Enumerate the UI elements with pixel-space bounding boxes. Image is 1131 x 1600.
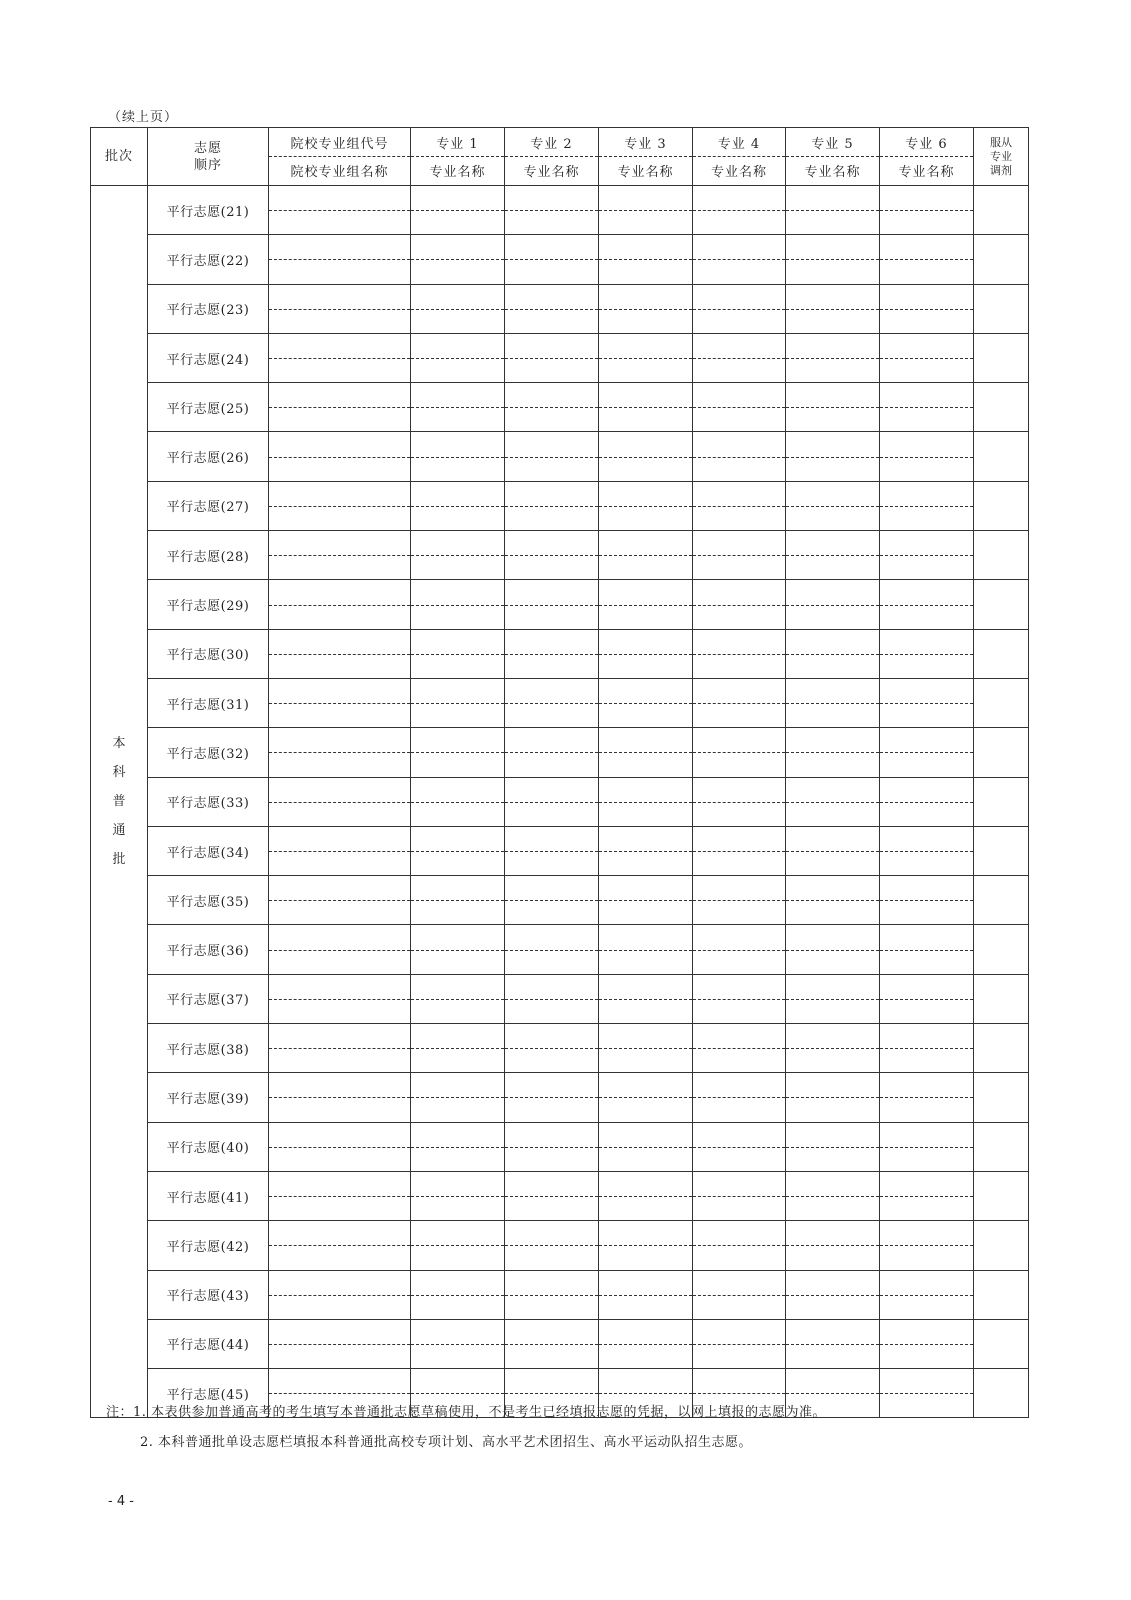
group-entry-cell[interactable] (269, 1171, 411, 1220)
group-entry-cell[interactable] (269, 235, 411, 284)
major-entry-cell[interactable] (505, 1024, 599, 1073)
volunteer-order-label: 平行志愿(39) (148, 1073, 269, 1122)
major-entry-cell[interactable] (411, 1171, 505, 1220)
group-entry-cell[interactable] (269, 678, 411, 727)
major-entry-cell[interactable] (411, 235, 505, 284)
major-entry-cell[interactable] (786, 1319, 880, 1368)
major-entry-cell[interactable] (505, 925, 599, 974)
table-row (91, 284, 1029, 333)
header-group (269, 128, 411, 186)
table-row (91, 186, 1029, 235)
major-entry-cell[interactable] (599, 186, 693, 235)
adjust-entry-cell[interactable] (974, 777, 1029, 826)
major-entry-cell[interactable] (880, 481, 974, 530)
major-entry-cell[interactable] (599, 1221, 693, 1270)
adjust-entry-cell[interactable] (974, 728, 1029, 777)
major-entry-cell[interactable] (693, 1319, 786, 1368)
major-entry-cell[interactable] (786, 531, 880, 580)
major-entry-cell[interactable] (411, 1073, 505, 1122)
volunteer-order-label: 平行志愿(25) (148, 383, 269, 432)
major-entry-cell[interactable] (411, 629, 505, 678)
major-entry-cell[interactable] (880, 333, 974, 382)
major-entry-cell[interactable] (880, 531, 974, 580)
volunteer-order-label: 平行志愿(27) (148, 481, 269, 530)
major-entry-cell[interactable] (786, 728, 880, 777)
major-entry-cell[interactable] (599, 284, 693, 333)
volunteer-order-label: 平行志愿(29) (148, 580, 269, 629)
table-row (91, 678, 1029, 727)
adjust-entry-cell[interactable] (974, 235, 1029, 284)
adjust-entry-cell[interactable] (974, 531, 1029, 580)
major-entry-cell[interactable] (411, 333, 505, 382)
major-entry-cell[interactable] (599, 481, 693, 530)
major-entry-cell[interactable] (599, 629, 693, 678)
major-entry-cell[interactable] (599, 777, 693, 826)
major-entry-cell[interactable] (693, 1171, 786, 1220)
major-entry-cell[interactable] (599, 531, 693, 580)
volunteer-order-label: 平行志愿(24) (148, 333, 269, 382)
table-row (91, 728, 1029, 777)
major-entry-cell[interactable] (880, 1122, 974, 1171)
volunteer-order-label: 平行志愿(33) (148, 777, 269, 826)
group-entry-cell[interactable] (269, 481, 411, 530)
major-entry-cell[interactable] (505, 580, 599, 629)
major-entry-cell[interactable] (786, 974, 880, 1023)
header-group-code: 院校专业组代号 (269, 129, 410, 158)
major-entry-cell[interactable] (786, 481, 880, 530)
major-entry-cell[interactable] (599, 333, 693, 382)
adjust-entry-cell[interactable] (974, 876, 1029, 925)
adjust-entry-cell[interactable] (974, 1270, 1029, 1319)
adjust-entry-cell[interactable] (974, 925, 1029, 974)
header-adjust: 服从 专业 调剂 (974, 128, 1029, 186)
major-entry-cell[interactable] (786, 826, 880, 875)
major-entry-cell[interactable] (411, 186, 505, 235)
volunteer-order-label: 平行志愿(21) (148, 186, 269, 235)
volunteer-order-label: 平行志愿(30) (148, 629, 269, 678)
batch-name-cell (91, 186, 148, 1418)
major-entry-cell[interactable] (880, 1221, 974, 1270)
note-1: 注：1. 本表供参加普通高考的考生填写本普通批志愿草稿使用，不是考生已经填报志愿的凭据，以网上填报的志愿为准。 (106, 1405, 827, 1420)
group-entry-cell[interactable] (269, 1270, 411, 1319)
major-entry-cell[interactable] (880, 383, 974, 432)
major-entry-cell[interactable] (411, 481, 505, 530)
major-entry-cell[interactable] (693, 974, 786, 1023)
table-row (91, 531, 1029, 580)
major-entry-cell[interactable] (599, 826, 693, 875)
major-entry-cell[interactable] (505, 235, 599, 284)
major-entry-cell[interactable] (411, 728, 505, 777)
volunteer-form-table (90, 127, 1029, 1418)
major-entry-cell[interactable] (786, 876, 880, 925)
group-entry-cell[interactable] (269, 974, 411, 1023)
table-row (91, 481, 1029, 530)
major-entry-cell[interactable] (693, 876, 786, 925)
major-entry-cell[interactable] (693, 432, 786, 481)
major-entry-cell[interactable] (880, 777, 974, 826)
major-entry-cell[interactable] (880, 974, 974, 1023)
major-entry-cell[interactable] (786, 186, 880, 235)
major-entry-cell[interactable] (786, 1171, 880, 1220)
major-entry-cell[interactable] (880, 678, 974, 727)
major-entry-cell[interactable] (786, 1221, 880, 1270)
adjust-entry-cell[interactable] (974, 974, 1029, 1023)
table-row (91, 235, 1029, 284)
major-entry-cell[interactable] (505, 1073, 599, 1122)
table-row (91, 974, 1029, 1023)
major-entry-cell[interactable] (786, 777, 880, 826)
header-major-4: 专业 4 专业名称 (693, 128, 786, 186)
batch-name-char: 批 (112, 852, 126, 868)
volunteer-order-label: 平行志愿(37) (148, 974, 269, 1023)
table-row (91, 1171, 1029, 1220)
major-entry-cell[interactable] (599, 1122, 693, 1171)
group-entry-cell[interactable] (269, 186, 411, 235)
major-entry-cell[interactable] (786, 432, 880, 481)
major-entry-cell[interactable] (880, 1024, 974, 1073)
major-entry-cell[interactable] (786, 678, 880, 727)
volunteer-order-label: 平行志愿(34) (148, 826, 269, 875)
table-row (91, 1221, 1029, 1270)
major-entry-cell[interactable] (505, 876, 599, 925)
major-entry-cell[interactable] (505, 629, 599, 678)
major-entry-cell[interactable] (411, 1319, 505, 1368)
adjust-entry-cell[interactable] (974, 1369, 1029, 1418)
major-entry-cell[interactable] (693, 333, 786, 382)
volunteer-order-label: 平行志愿(44) (148, 1319, 269, 1368)
volunteer-order-label: 平行志愿(38) (148, 1024, 269, 1073)
major-entry-cell[interactable] (505, 1319, 599, 1368)
continued-label: （续上页） (108, 110, 179, 125)
header-major-3: 专业 3 专业名称 (599, 128, 693, 186)
major-entry-cell[interactable] (411, 432, 505, 481)
group-entry-cell[interactable] (269, 629, 411, 678)
major-entry-cell[interactable] (505, 432, 599, 481)
group-entry-cell[interactable] (269, 826, 411, 875)
major-entry-cell[interactable] (786, 333, 880, 382)
major-entry-cell[interactable] (505, 481, 599, 530)
volunteer-order-label: 平行志愿(22) (148, 235, 269, 284)
volunteer-order-label: 平行志愿(28) (148, 531, 269, 580)
volunteer-order-label: 平行志愿(45) (148, 1369, 269, 1418)
header-row (91, 128, 1029, 186)
major-entry-cell[interactable] (599, 1073, 693, 1122)
major-entry-cell[interactable] (693, 1270, 786, 1319)
group-entry-cell[interactable] (269, 432, 411, 481)
major-entry-cell[interactable] (599, 1319, 693, 1368)
adjust-entry-cell[interactable] (974, 629, 1029, 678)
major-entry-cell[interactable] (880, 1073, 974, 1122)
major-entry-cell[interactable] (880, 826, 974, 875)
major-entry-cell[interactable] (411, 876, 505, 925)
note-2: 2. 本科普通批单设志愿栏填报本科普通批高校专项计划、高水平艺术团招生、高水平运动队招生志愿。 (140, 1435, 753, 1450)
adjust-entry-cell[interactable] (974, 1122, 1029, 1171)
major-entry-cell[interactable] (880, 186, 974, 235)
major-entry-cell[interactable] (786, 383, 880, 432)
header-major-1: 专业 1 专业名称 (411, 128, 505, 186)
major-entry-cell[interactable] (411, 925, 505, 974)
major-entry-cell[interactable] (880, 235, 974, 284)
major-entry-cell[interactable] (505, 1122, 599, 1171)
table-row (91, 333, 1029, 382)
volunteer-order-label: 平行志愿(35) (148, 876, 269, 925)
major-entry-cell[interactable] (693, 531, 786, 580)
major-entry-cell[interactable] (880, 1270, 974, 1319)
major-entry-cell[interactable] (693, 629, 786, 678)
group-entry-cell[interactable] (269, 1024, 411, 1073)
major-entry-cell[interactable] (693, 235, 786, 284)
table-row (91, 876, 1029, 925)
group-entry-cell[interactable] (269, 284, 411, 333)
adjust-entry-cell[interactable] (974, 1221, 1029, 1270)
batch-name-char: 本 (112, 736, 126, 752)
table-row (91, 1073, 1029, 1122)
major-entry-cell[interactable] (599, 383, 693, 432)
adjust-entry-cell[interactable] (974, 1319, 1029, 1368)
volunteer-order-label: 平行志愿(43) (148, 1270, 269, 1319)
major-entry-cell[interactable] (786, 1073, 880, 1122)
volunteer-order-label: 平行志愿(40) (148, 1122, 269, 1171)
major-entry-cell[interactable] (693, 826, 786, 875)
major-entry-cell[interactable] (599, 1171, 693, 1220)
major-entry-cell[interactable] (880, 580, 974, 629)
major-entry-cell[interactable] (786, 1270, 880, 1319)
major-entry-cell[interactable] (880, 876, 974, 925)
group-entry-cell[interactable] (269, 383, 411, 432)
major-entry-cell[interactable] (880, 432, 974, 481)
major-entry-cell[interactable] (880, 629, 974, 678)
major-entry-cell[interactable] (786, 629, 880, 678)
major-entry-cell[interactable] (786, 284, 880, 333)
table-row (91, 826, 1029, 875)
table-row (91, 629, 1029, 678)
header-major-5: 专业 5 专业名称 (786, 128, 880, 186)
major-entry-cell[interactable] (880, 1369, 974, 1418)
group-entry-cell[interactable] (269, 925, 411, 974)
group-entry-cell[interactable] (269, 777, 411, 826)
group-entry-cell[interactable] (269, 1221, 411, 1270)
batch-name-char: 科 (112, 765, 126, 781)
major-entry-cell[interactable] (411, 284, 505, 333)
major-entry-cell[interactable] (599, 728, 693, 777)
group-entry-cell[interactable] (269, 876, 411, 925)
major-entry-cell[interactable] (505, 284, 599, 333)
major-entry-cell[interactable] (411, 826, 505, 875)
volunteer-order-label: 平行志愿(32) (148, 728, 269, 777)
major-entry-cell[interactable] (880, 728, 974, 777)
major-entry-cell[interactable] (411, 974, 505, 1023)
major-entry-cell[interactable] (693, 678, 786, 727)
table-row (91, 925, 1029, 974)
page-number: - 4 - (108, 1494, 134, 1509)
major-entry-cell[interactable] (599, 678, 693, 727)
major-entry-cell[interactable] (786, 580, 880, 629)
header-order: 志愿 顺序 (148, 128, 269, 186)
major-entry-cell[interactable] (599, 1270, 693, 1319)
header-batch: 批次 (91, 128, 148, 186)
major-entry-cell[interactable] (505, 777, 599, 826)
major-entry-cell[interactable] (411, 777, 505, 826)
table-row (91, 580, 1029, 629)
volunteer-order-label: 平行志愿(42) (148, 1221, 269, 1270)
adjust-entry-cell[interactable] (974, 580, 1029, 629)
major-entry-cell[interactable] (505, 728, 599, 777)
adjust-entry-cell[interactable] (974, 432, 1029, 481)
major-entry-cell[interactable] (505, 333, 599, 382)
table-row (91, 1024, 1029, 1073)
group-entry-cell[interactable] (269, 333, 411, 382)
volunteer-order-label: 平行志愿(36) (148, 925, 269, 974)
header-major-6: 专业 6 专业名称 (880, 128, 974, 186)
major-entry-cell[interactable] (505, 974, 599, 1023)
major-entry-cell[interactable] (411, 531, 505, 580)
major-entry-cell[interactable] (693, 383, 786, 432)
major-entry-cell[interactable] (411, 1122, 505, 1171)
adjust-entry-cell[interactable] (974, 481, 1029, 530)
batch-name-char: 普 (112, 794, 126, 810)
group-entry-cell[interactable] (269, 728, 411, 777)
table-row (91, 432, 1029, 481)
major-entry-cell[interactable] (693, 1221, 786, 1270)
major-entry-cell[interactable] (880, 1171, 974, 1220)
major-entry-cell[interactable] (411, 383, 505, 432)
header-group-name: 院校专业组名称 (290, 165, 389, 181)
major-entry-cell[interactable] (411, 678, 505, 727)
major-entry-cell[interactable] (505, 1270, 599, 1319)
major-entry-cell[interactable] (505, 531, 599, 580)
major-entry-cell[interactable] (599, 235, 693, 284)
group-entry-cell[interactable] (269, 1319, 411, 1368)
table-row (91, 1122, 1029, 1171)
major-entry-cell[interactable] (505, 678, 599, 727)
major-entry-cell[interactable] (599, 432, 693, 481)
major-entry-cell[interactable] (786, 235, 880, 284)
major-entry-cell[interactable] (693, 777, 786, 826)
major-entry-cell[interactable] (693, 1073, 786, 1122)
header-major-2: 专业 2 专业名称 (505, 128, 599, 186)
major-entry-cell[interactable] (786, 925, 880, 974)
major-entry-cell[interactable] (505, 383, 599, 432)
volunteer-order-label: 平行志愿(26) (148, 432, 269, 481)
major-entry-cell[interactable] (693, 284, 786, 333)
adjust-entry-cell[interactable] (974, 284, 1029, 333)
major-entry-cell[interactable] (693, 925, 786, 974)
adjust-entry-cell[interactable] (974, 333, 1029, 382)
major-entry-cell[interactable] (599, 974, 693, 1023)
group-entry-cell[interactable] (269, 1122, 411, 1171)
major-entry-cell[interactable] (411, 1270, 505, 1319)
adjust-entry-cell[interactable] (974, 678, 1029, 727)
major-entry-cell[interactable] (693, 1122, 786, 1171)
adjust-entry-cell[interactable] (974, 1073, 1029, 1122)
adjust-entry-cell[interactable] (974, 186, 1029, 235)
table-row (91, 383, 1029, 432)
table-row (91, 777, 1029, 826)
adjust-entry-cell[interactable] (974, 1171, 1029, 1220)
major-entry-cell[interactable] (880, 284, 974, 333)
major-entry-cell[interactable] (411, 1221, 505, 1270)
major-entry-cell[interactable] (693, 1024, 786, 1073)
notes (106, 1398, 826, 1458)
volunteer-order-label: 平行志愿(23) (148, 284, 269, 333)
major-entry-cell[interactable] (786, 1024, 880, 1073)
major-entry-cell[interactable] (505, 1171, 599, 1220)
adjust-entry-cell[interactable] (974, 383, 1029, 432)
major-entry-cell[interactable] (786, 1122, 880, 1171)
batch-name-char: 通 (112, 823, 126, 839)
major-entry-cell[interactable] (599, 925, 693, 974)
major-entry-cell[interactable] (693, 728, 786, 777)
adjust-entry-cell[interactable] (974, 1024, 1029, 1073)
major-entry-cell[interactable] (505, 826, 599, 875)
major-entry-cell[interactable] (599, 580, 693, 629)
group-entry-cell[interactable] (269, 580, 411, 629)
major-entry-cell[interactable] (693, 580, 786, 629)
major-entry-cell[interactable] (880, 925, 974, 974)
group-entry-cell[interactable] (269, 1073, 411, 1122)
group-entry-cell[interactable] (269, 531, 411, 580)
major-entry-cell[interactable] (411, 580, 505, 629)
table-row (91, 1319, 1029, 1368)
volunteer-order-label: 平行志愿(31) (148, 678, 269, 727)
volunteer-order-label: 平行志愿(41) (148, 1171, 269, 1220)
major-entry-cell[interactable] (693, 186, 786, 235)
major-entry-cell[interactable] (505, 186, 599, 235)
adjust-entry-cell[interactable] (974, 826, 1029, 875)
major-entry-cell[interactable] (693, 481, 786, 530)
table-row (91, 1270, 1029, 1319)
major-entry-cell[interactable] (411, 1024, 505, 1073)
major-entry-cell[interactable] (880, 1319, 974, 1368)
major-entry-cell[interactable] (599, 876, 693, 925)
major-entry-cell[interactable] (599, 1024, 693, 1073)
major-entry-cell[interactable] (505, 1221, 599, 1270)
